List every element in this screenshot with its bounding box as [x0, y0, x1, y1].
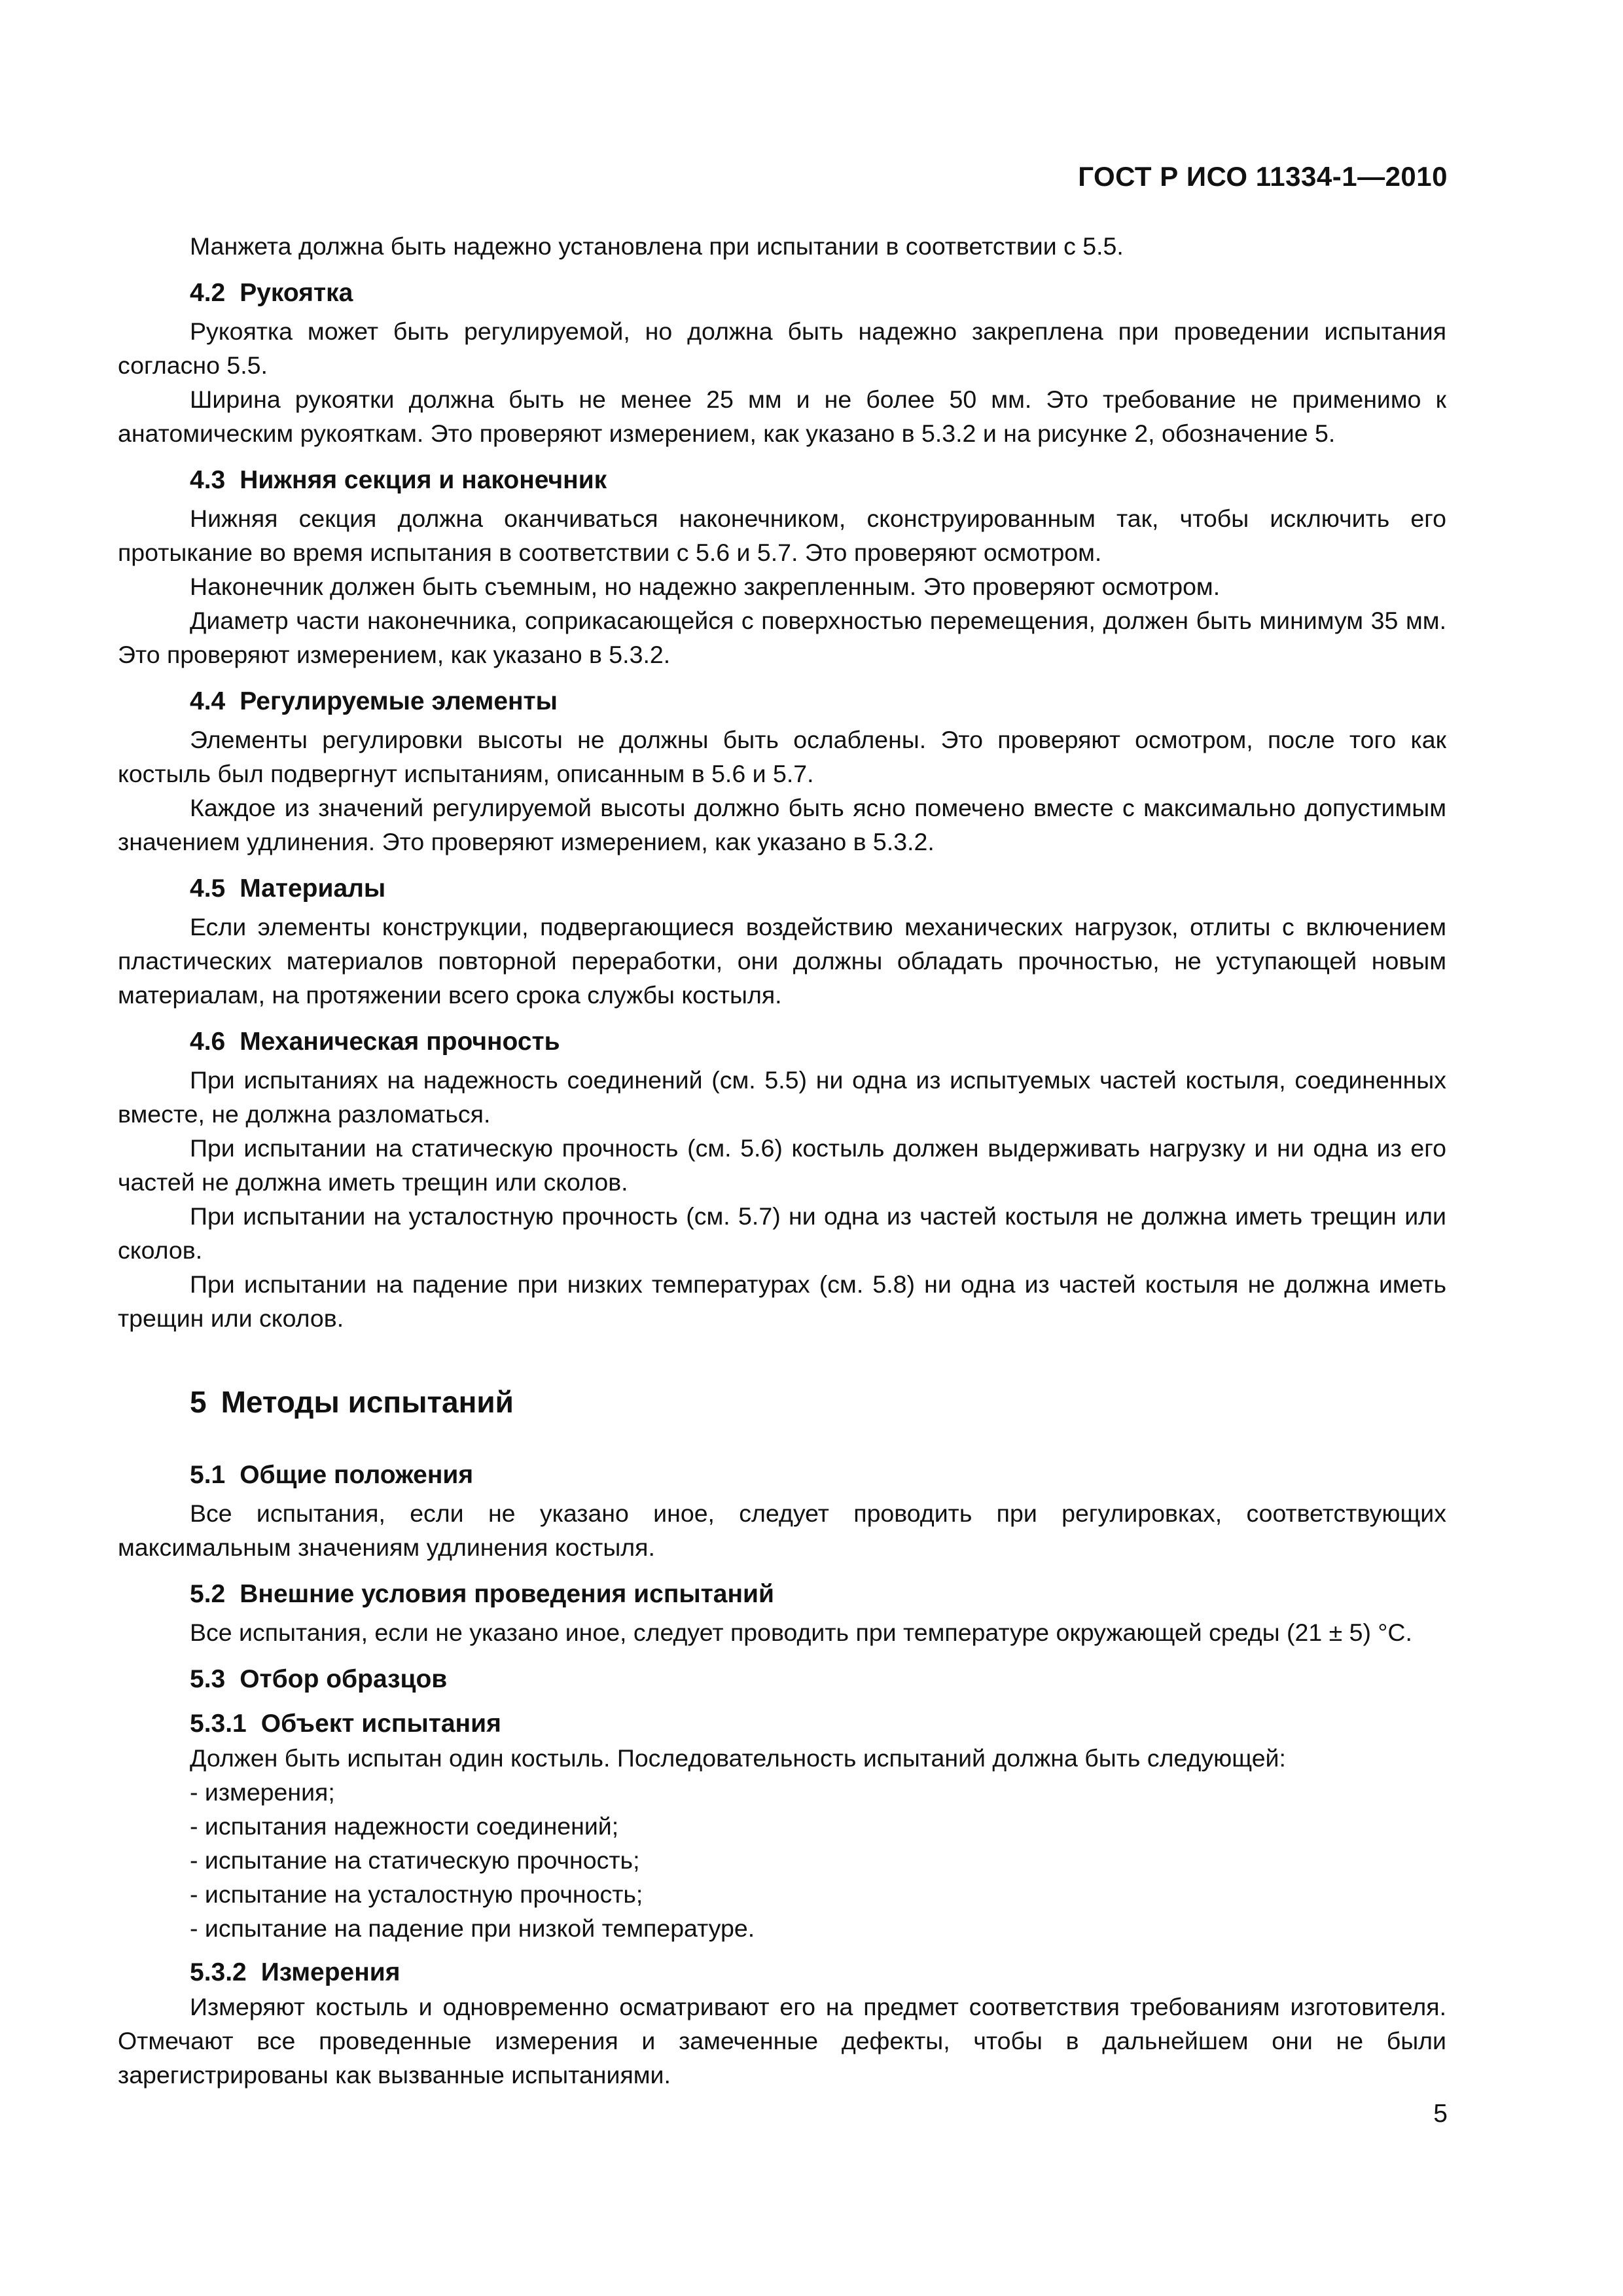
list-item: - испытание на падение при низкой температуре.: [190, 1914, 755, 1942]
paragraph: При испытании на статическую прочность (см. 5.6) костыль должен выдерживать нагрузку и ни одна из его частей не должна иметь трещин или сколов.: [118, 1134, 1446, 1196]
heading-title: Материалы: [240, 874, 386, 903]
heading-title: Регулируемые элементы: [240, 687, 558, 715]
heading-number: 4.6: [190, 1028, 226, 1056]
paragraph: Манжета должна быть надежно установлена при испытании в соответствии с 5.5.: [190, 232, 1124, 260]
paragraph: Нижняя секция должна оканчиваться наконечником, сконструированным так, чтобы исключить его протыкание во время испытания в соответствии с 5.6 и 5.7. Это проверяют осмотром.: [118, 505, 1446, 566]
heading-title: Общие положения: [240, 1461, 474, 1489]
paragraph: При испытаниях на надежность соединений (см. 5.5) ни одна из испытуемых частей костыля, соединенных вместе, не должна разломаться.: [118, 1066, 1446, 1128]
clause-heading: [118, 1956, 1446, 1990]
subsection-heading: [118, 1458, 1446, 1492]
heading-number: 5.3.2: [190, 1958, 247, 1986]
list-item: - измерения;: [190, 1778, 335, 1806]
paragraph: Все испытания, если не указано иное, следует проводить при температуре окружающей среды (21 ± 5) °C.: [190, 1619, 1412, 1646]
heading-title: Механическая прочность: [240, 1028, 560, 1056]
subsection-heading: [118, 685, 1446, 719]
heading-number: 4.4: [190, 687, 226, 715]
heading-number: 5: [190, 1385, 207, 1419]
subsection-heading: [118, 1025, 1446, 1059]
paragraph: Измеряют костыль и одновременно осматривают его на предмет соответствия требованиям изготовителя. Отмечают все проведенные измерения и замеченные дефекты, чтобы в дальнейшем они не были зарегистрированы как вызванные испытаниями.: [118, 1993, 1446, 2089]
clause-heading: [118, 1707, 1446, 1741]
heading-title: Методы испытаний: [221, 1385, 514, 1419]
paragraph: Диаметр части наконечника, соприкасающейся с поверхностью перемещения, должен быть минимум 35 мм. Это проверяют измерением, как указано в 5.3.2.: [118, 607, 1446, 668]
heading-title: Измерения: [260, 1958, 401, 1986]
subsection-heading: [118, 276, 1446, 310]
list-item: - испытание на усталостную прочность;: [190, 1880, 643, 1908]
heading-number: 4.2: [190, 279, 226, 307]
paragraph: При испытании на падение при низких температурах (см. 5.8) ни одна из частей костыля не должна иметь трещин или сколов.: [118, 1270, 1446, 1332]
paragraph: Ширина рукоятки должна быть не менее 25 мм и не более 50 мм. Это требование не применимо к анатомическим рукояткам. Это проверяют измерением, как указано в 5.3.2 и на рисунке 2, обозначение 5.: [118, 386, 1446, 447]
heading-title: Нижняя секция и наконечник: [240, 466, 607, 494]
list-item: - испытания надежности соединений;: [190, 1812, 619, 1840]
paragraph: Каждое из значений регулируемой высоты должно быть ясно помечено вместе с максимально допустимым значением удлинения. Это проверяют измерением, как указано в 5.3.2.: [118, 794, 1446, 855]
document-code: ГОСТ Р ИСО 11334-1—2010: [1078, 161, 1448, 192]
subsection-heading: [118, 872, 1446, 906]
heading-title: Объект испытания: [260, 1710, 501, 1738]
heading-number: 5.3: [190, 1665, 226, 1693]
heading-title: Отбор образцов: [240, 1665, 448, 1693]
list-item: - испытание на статическую прочность;: [190, 1846, 640, 1874]
heading-title: Внешние условия проведения испытаний: [240, 1580, 774, 1608]
heading-number: 4.3: [190, 466, 226, 494]
heading-number: 4.5: [190, 874, 226, 903]
paragraph: Должен быть испытан один костыль. Последовательность испытаний должна быть следующей:: [190, 1744, 1286, 1772]
paragraph: При испытании на усталостную прочность (см. 5.7) ни одна из частей костыля не должна иметь трещин или сколов.: [118, 1202, 1446, 1264]
heading-number: 5.2: [190, 1580, 226, 1608]
section-heading: [118, 1385, 1446, 1419]
paragraph: Рукоятка может быть регулируемой, но должна быть надежно закреплена при проведении испытания согласно 5.5.: [118, 317, 1446, 379]
subsection-heading: [118, 1577, 1446, 1611]
page-number: 5: [1433, 2100, 1448, 2128]
heading-title: Рукоятка: [240, 279, 353, 307]
paragraph: Наконечник должен быть съемным, но надежно закрепленным. Это проверяют осмотром.: [190, 573, 1221, 600]
subsection-heading: [118, 1662, 1446, 1696]
paragraph: Все испытания, если не указано иное, следует проводить при регулировках, соответствующих максимальным значениям удлинения костыля.: [118, 1499, 1446, 1561]
document-body: [118, 229, 1446, 2092]
paragraph: Элементы регулировки высоты не должны быть ослаблены. Это проверяют осмотром, после того как костыль был подвергнут испытаниям, описанным в 5.6 и 5.7.: [118, 726, 1446, 787]
paragraph: Если элементы конструкции, подвергающиеся воздействию механических нагрузок, отлиты с включением пластических материалов повторной переработки, они должны обладать прочностью, не уступающей новым материалам, на протяжении всего срока службы костыля.: [118, 913, 1446, 1009]
subsection-heading: [118, 463, 1446, 497]
heading-number: 5.3.1: [190, 1710, 247, 1738]
heading-number: 5.1: [190, 1461, 226, 1489]
test-sequence-list: [118, 1775, 1446, 1945]
